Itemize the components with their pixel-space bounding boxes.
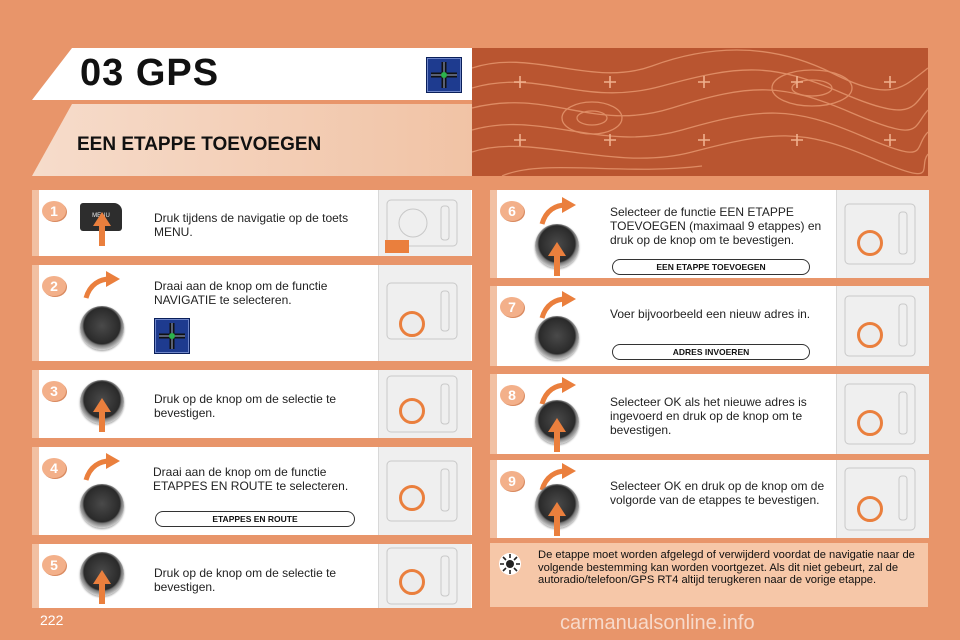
step-number-badge: 2 [42, 276, 66, 296]
step-7-text: Voer bijvoorbeeld een nieuw adres in. [610, 307, 811, 321]
step-5-text: Druk op de knop om de selectie te bevestigen. [154, 566, 337, 594]
step-4-text: Draai aan de knop om de functie ETAPPES EN ROUTE te selecteren. [153, 465, 349, 493]
step-8-text: Selecteer OK als het nieuwe adres is ingevoerd en druk op de knop om te bevestigen. [610, 395, 807, 437]
step-6-text: Selecteer de functie EEN ETAPPE TOEVOEGEN (maximaal 9 etappes) en druk op de knop om te bevestigen. [610, 205, 822, 247]
knob-icon [80, 306, 124, 350]
knob-icon [80, 484, 124, 528]
control-panel-icon [836, 190, 929, 278]
decorative-map-banner [472, 48, 928, 176]
page-title [80, 52, 219, 95]
step-strip [32, 265, 39, 361]
control-panel-icon [378, 190, 471, 256]
control-panel-icon [378, 447, 471, 535]
step-number-badge: 8 [500, 385, 524, 405]
watermark: carmanualsonline.info [560, 612, 755, 634]
sun-icon [497, 551, 523, 582]
gps-icon [426, 57, 462, 93]
step-number-badge: 7 [500, 297, 524, 317]
section-title: EEN ETAPPE TOEVOEGEN [77, 134, 322, 155]
menu-label-etappes-en-route: ETAPPES EN ROUTE [155, 511, 355, 527]
rotate-arrow-icon [82, 270, 122, 307]
step-strip [32, 447, 39, 535]
step-number-badge: 9 [500, 471, 524, 491]
step-strip [490, 190, 497, 278]
step-number-badge: 4 [42, 458, 66, 478]
knob-icon [535, 316, 579, 360]
step-1-text: Druk tijdens de navigatie op de toets MENU. [154, 211, 349, 239]
note-text: De etappe moet worden afgelegd of verwijderd voordat de navigatie naar de volgende bestemming kan worden voortgezet. Als dit niet gebeurt, zal de autoradio/telefoon/GPS RT4 altijd terugkeren naar de vorige etappe. [538, 549, 915, 587]
control-panel-icon [836, 460, 929, 538]
gps-icon [154, 318, 190, 354]
step-2-text: Draai aan de knop om de functie NAVIGATIE te selecteren. [154, 279, 328, 307]
step-3-text: Druk op de knop om de selectie te bevestigen. [154, 392, 337, 420]
step-strip [490, 286, 497, 366]
menu-label-een-etappe-toevoegen: EEN ETAPPE TOEVOEGEN [612, 259, 810, 275]
control-panel-icon [378, 544, 471, 608]
menu-key-label: MENU [92, 213, 110, 219]
step-strip [490, 374, 497, 454]
step-strip [32, 190, 39, 256]
step-number-badge: 3 [42, 381, 66, 401]
menu-label-adres-invoeren: ADRES INVOEREN [612, 344, 810, 360]
control-panel-icon [836, 286, 929, 366]
step-strip [32, 544, 39, 608]
step-9-text: Selecteer OK en druk op de knop om de volgorde van de etappes te bevestigen. [610, 479, 825, 507]
step-number-badge: 5 [42, 555, 66, 575]
chapter-title: GPS [135, 52, 220, 94]
page-number: 222 [40, 612, 64, 628]
step-number-badge: 6 [500, 201, 524, 221]
step-strip [32, 370, 39, 438]
control-panel-icon [378, 370, 471, 438]
step-strip [490, 460, 497, 538]
chapter-number: 03 [80, 52, 125, 94]
control-panel-icon [378, 265, 471, 361]
control-panel-icon [836, 374, 929, 454]
step-number-badge: 1 [42, 201, 66, 221]
